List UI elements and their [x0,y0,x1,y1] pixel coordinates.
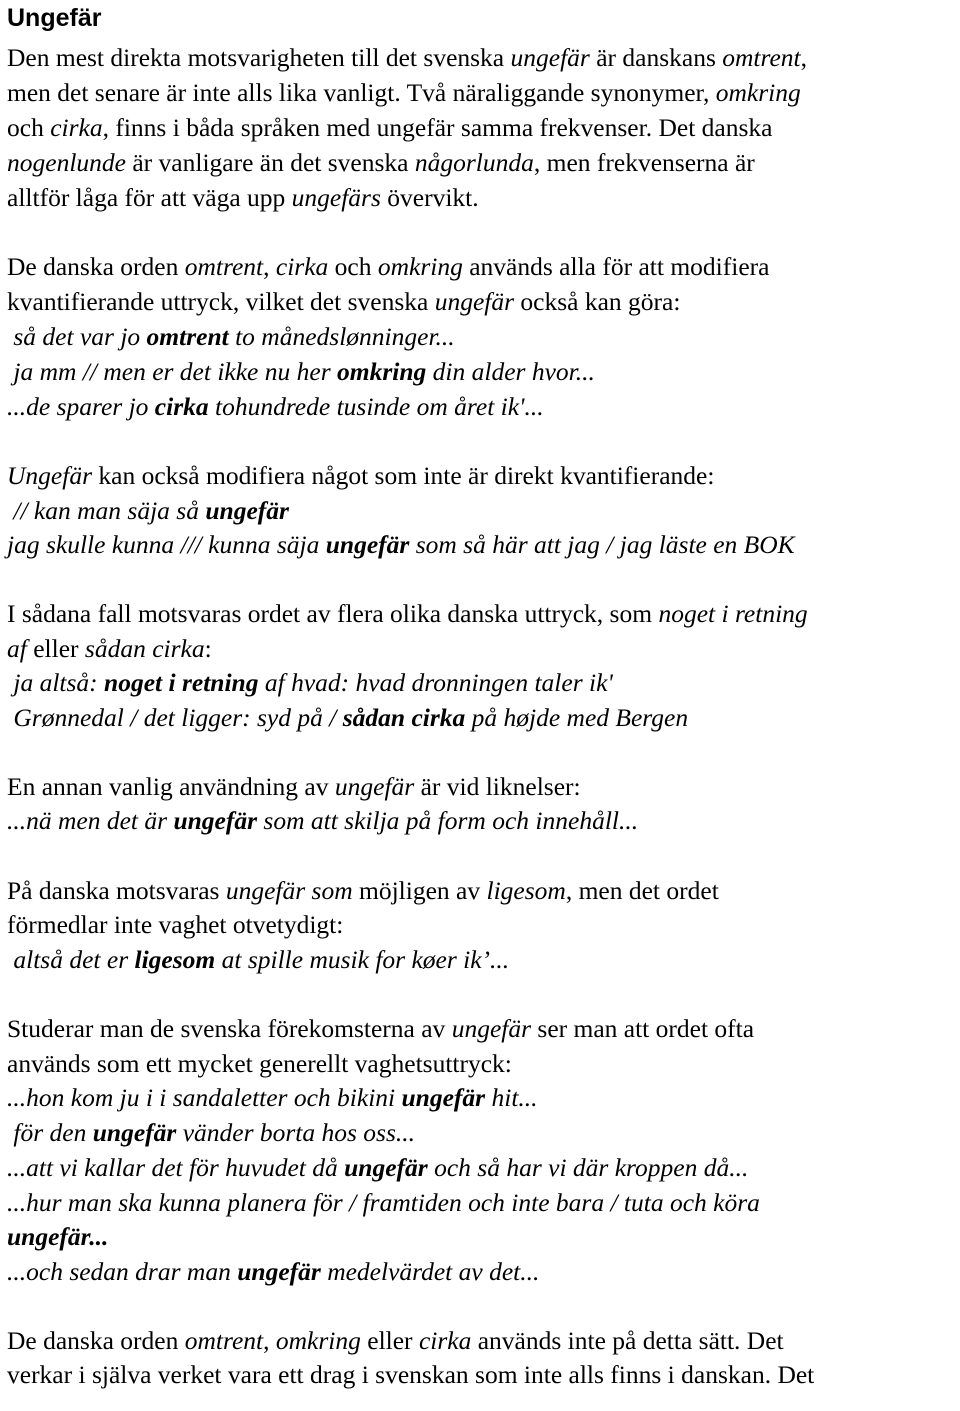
text-run: ...hur man ska kunna planera för / framtiden och inte bara / tuta och köra [7,1188,760,1217]
text-run: , men det ordet [565,876,719,905]
text-line [7,943,509,977]
text-run: , [800,43,808,72]
text-run: vänder borta hos oss... [176,1118,416,1147]
text-line [7,528,795,562]
text-line [7,355,595,389]
text-run: ligesom [134,945,216,974]
text-line [7,874,719,908]
text-run: ser man att ordet ofta [531,1014,755,1043]
text-line [7,632,212,666]
text-run: på højde med Bergen [465,703,689,732]
text-run: , men frekvenserna är [533,148,755,177]
text-line [7,1255,539,1289]
text-run: cirka [154,392,209,421]
text-run: tohundrede tusinde om året ik'... [208,392,544,421]
text-run: används alla för att modifiera [462,252,770,281]
text-run: ligesom [486,876,566,905]
text-line [7,76,801,110]
text-line [7,666,613,700]
text-run: möjligen av [352,876,487,905]
text-line [7,701,688,735]
text-line [7,804,638,838]
text-line [7,1151,748,1185]
text-run: kvantifierande uttryck, vilket det svenska [7,287,435,316]
text-line [7,181,479,215]
text-line [7,1324,784,1358]
page-title: Ungefär [7,4,102,32]
text-run: cirka [50,113,103,142]
text-run: På danska motsvaras [7,876,226,905]
text-run: för den [7,1118,93,1147]
text-run: omkring [715,78,801,107]
text-run: , [263,252,276,281]
text-run: cirka [275,252,329,281]
text-run: ungefärs [291,183,381,212]
text-run: Grønnedal / det ligger: syd på / [7,703,343,732]
text-line [7,459,714,493]
text-run: , finns i båda språken med ungefär samma frekvenser. Det danska [102,113,773,142]
text-run: används som ett mycket generellt vaghetsuttryck: [7,1049,512,1078]
text-run: ...de sparer jo [7,392,155,421]
text-run: ...och sedan drar man [7,1257,238,1286]
text-run: ungefär [325,530,410,559]
text-run: som så här att jag / jag läste en BOK [409,530,795,559]
text-line [7,41,807,75]
text-run: Studerar man de svenska förekomsterna av [7,1014,452,1043]
text-run: din alder hvor... [426,357,595,386]
text-run: alltför låga för att väga upp [7,183,292,212]
text-run: förmedlar inte vaghet otvetydigt: [7,910,344,939]
text-run: är vanligare än det svenska [125,148,415,177]
text-run: medelvärdet av det... [320,1257,540,1286]
text-run: omkring [377,252,463,281]
text-line [7,285,680,319]
text-run: är vid liknelser: [414,772,581,801]
text-run: omkring [275,1326,361,1355]
text-run: men det senare är inte alls lika vanligt. Två näraliggande synonymer, [7,78,716,107]
text-run: omtrent [722,43,801,72]
text-run: ungefär [344,1153,428,1182]
text-run: to månedslønninger... [228,322,455,351]
text-run: används inte på detta sätt. Det [471,1326,784,1355]
text-run: ungefär [434,287,515,316]
text-run: De danska orden [7,1326,185,1355]
text-run: sådan cirka [84,634,205,663]
text-run: övervikt. [380,183,479,212]
text-line [7,1012,754,1046]
text-run: omtrent [146,322,229,351]
text-run: Ungefär [7,461,92,490]
text-run: ungefär [401,1083,486,1112]
text-run: sådan cirka [342,703,466,732]
text-run: I sådana fall motsvaras ordet av flera olika danska uttryck, som [7,599,659,628]
text-run: ja altså: [7,668,105,697]
text-run: ungefär [451,1014,532,1043]
text-line [7,494,289,528]
text-run: ungefär [92,1118,177,1147]
text-run: ungefär... [7,1222,109,1251]
text-run: hit... [485,1083,538,1112]
text-run: ungefär [237,1257,321,1286]
text-line [7,146,755,180]
text-run: En annan vanlig användning av [7,772,335,801]
text-line [7,320,455,354]
text-line [7,1186,760,1220]
text-run: omkring [337,357,427,386]
text-line [7,1081,538,1115]
text-run: at spille musik for køer ik’... [215,945,510,974]
text-run: omtrent [184,252,264,281]
text-run: eller [360,1326,419,1355]
text-run: eller [26,634,85,663]
text-run: någorlunda [414,148,534,177]
text-run: ...att vi kallar det för huvudet då [7,1153,345,1182]
text-run: ...hon kom ju i i sandaletter och bikini [7,1083,402,1112]
text-run: jag skulle kunna /// kunna säja [7,530,326,559]
text-run: ungefär [334,772,415,801]
text-run: ja mm // men er det ikke nu her [7,357,337,386]
text-run: nogenlunde [7,148,126,177]
text-run: noget i retning [104,668,259,697]
text-run: också kan göra: [514,287,681,316]
text-run: ungefär [205,496,289,525]
text-run: ungefär [510,43,590,72]
text-run: ungefär som [225,876,353,905]
text-line [7,1358,814,1392]
text-run: af [7,634,27,663]
text-run: De danska orden [7,252,185,281]
text-run: så det var jo [7,322,147,351]
text-run: verkar i själva verket vara ett drag i svenskan som inte alls finns i danskan. Det [7,1360,815,1389]
text-run: kan också modifiera något som inte är direkt kvantifierande: [92,461,715,490]
text-run: är danskans [589,43,723,72]
text-run: , [263,1326,276,1355]
text-line [7,770,581,804]
text-run: omtrent [184,1326,264,1355]
text-run: noget i retning [658,599,808,628]
text-run: och [328,252,378,281]
text-run: Den mest direkta motsvarigheten till det svenska [7,43,511,72]
text-run: som att skilja på form och innehåll... [257,806,639,835]
text-run: och så har vi där kroppen då... [427,1153,749,1182]
text-run: ungefär [173,806,258,835]
text-run: altså det er [7,945,135,974]
text-line [7,250,769,284]
text-run: af hvad: hvad dronningen taler ik' [258,668,613,697]
text-line [7,1047,512,1081]
text-run: // kan man säja så [7,496,206,525]
text-line [7,390,544,424]
text-run: ...nä men det är [7,806,174,835]
text-line [7,597,808,631]
text-line [7,111,772,145]
text-line [7,908,343,942]
text-run: cirka [418,1326,472,1355]
text-run: : [204,634,212,663]
text-line [7,1116,415,1150]
text-line [7,1220,108,1254]
text-run: och [7,113,51,142]
